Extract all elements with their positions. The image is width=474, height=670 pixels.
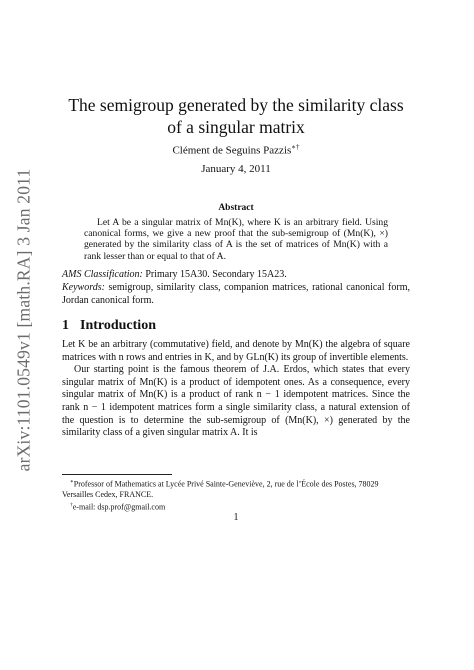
paper-author (62, 143, 410, 157)
section-number: 1 (62, 318, 69, 333)
keywords-label: Keywords: (62, 282, 105, 293)
footnote-1-text: Professor of Mathematics at Lycée Privé Sainte-Geneviève, 2, rue de l’École des Postes, 78029 Versailles Cedex, FRANCE. (62, 479, 379, 499)
section-heading (62, 318, 410, 334)
footnote-rule (62, 474, 172, 475)
introduction-body (62, 339, 410, 440)
arxiv-identifier: arXiv:1101.0549v1 [math.RA] 3 Jan 2011 (13, 168, 34, 472)
paper-title: The semigroup generated by the similarity class of a singular matrix (68, 95, 404, 137)
footnote-1 (62, 477, 410, 500)
ams-value: Primary 15A30. Secondary 15A23. (145, 269, 287, 280)
footnotes (62, 477, 410, 512)
keywords-value: semigroup, similarity class, companion matrices, rational canonical form, Jordan canonical form. (62, 282, 410, 306)
page-number: 1 (233, 512, 239, 523)
paper-date: January 4, 2011 (201, 163, 271, 175)
ams-label: AMS Classification: (62, 269, 143, 280)
intro-paragraph-1: Let K be an arbitrary (commutative) field, and denote by Mn(K) the algebra of square matrices with n rows and entries in K, and by GLn(K) its group of invertible elements. (62, 339, 410, 363)
arxiv-identifier-sidebar (8, 140, 40, 500)
footnote-2-text: e-mail: dsp.prof@gmail.com (72, 502, 166, 512)
keywords (62, 282, 410, 307)
abstract-heading: Abstract (218, 203, 254, 213)
footnote-1-mark: ∗ (70, 479, 74, 485)
author-name: Clément de Seguins Pazzis (172, 144, 292, 157)
ams-classification (62, 269, 410, 282)
section-title: Introduction (80, 318, 156, 333)
intro-paragraph-2: Our starting point is the famous theorem of J.A. Erdos, which states that every singular matrix of Mn(K) is a product of idempotent ones. As a consequence, every singular matrix of Mn(K) is a product of rank n − 1 idempotent matrices. Since the rank n − 1 idempotent matrices form a single similarity class, a natural extension of the question is to determine the sub-semigroup of (Mn(K), ×) generated by the similarity class of a given singular matrix A. It is (62, 364, 410, 439)
abstract-text: Let A be a singular matrix of Mn(K), where K is an arbitrary field. Using canonical forms, we give a new proof that the sub-semigroup of (Mn(K), ×) generated by the similarity class of A is the set of matrices of Mn(K) with a rank lesser than or equal to that of A. (84, 217, 388, 262)
footnote-2-mark: † (70, 501, 73, 508)
footnote-2 (62, 500, 410, 513)
author-footnote-marks: ∗† (291, 143, 300, 151)
